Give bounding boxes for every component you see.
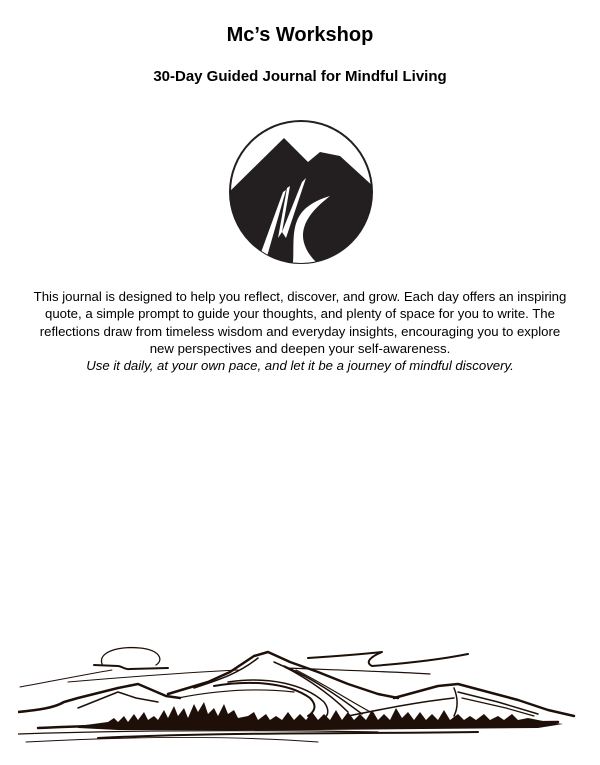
page-title: Mc’s Workshop [226,24,374,46]
intro-text [30,288,570,374]
mountain-mc-monogram-logo-icon [226,120,376,265]
page-subtitle: 30-Day Guided Journal for Mindful Living [153,68,447,85]
mountain-landscape-illustration-icon [18,632,594,744]
intro-closing-italic: Use it daily, at your own pace, and let it be a journey of mindful discovery. [86,358,514,374]
intro-paragraph: This journal is designed to help you reflect, discover, and grow. Each day offers an inspiring quote, a simple prompt to guide your thoughts, and plenty of space for you to write. The reflections draw from timeless wisdom and everyday insights, encouraging you to explore new perspectives and deepen your self-awareness. [33,289,567,356]
